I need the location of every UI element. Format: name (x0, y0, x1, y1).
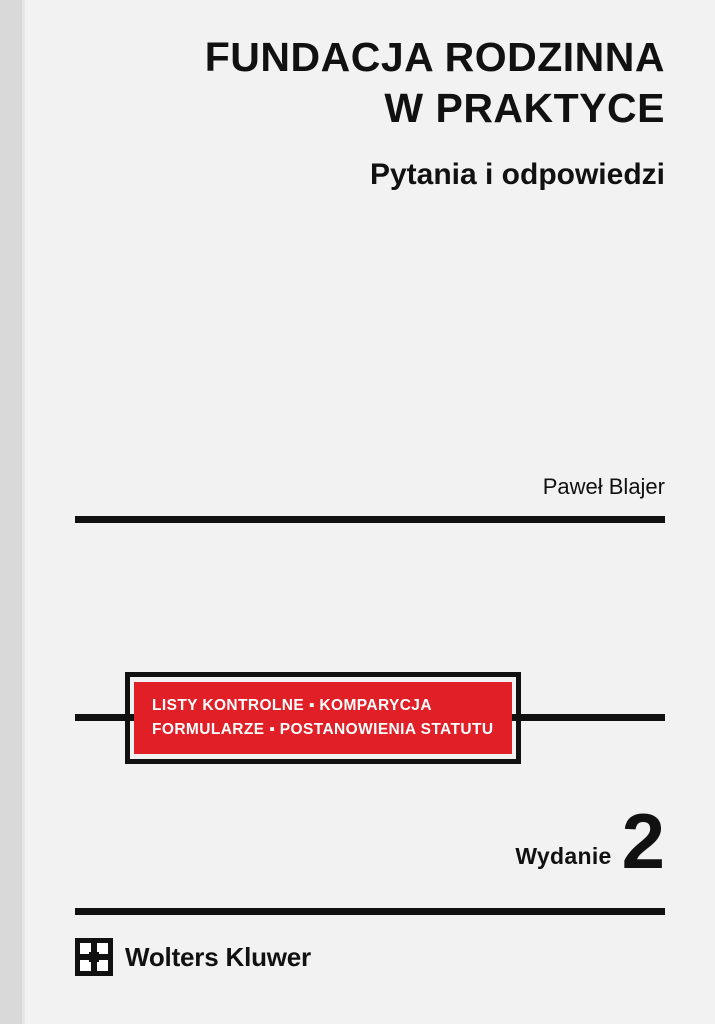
wolters-kluwer-logo-icon (75, 938, 113, 976)
divider-bottom (75, 908, 665, 915)
edition-number: 2 (621, 797, 665, 885)
edition-marker (515, 797, 665, 885)
features-banner (134, 682, 512, 754)
author-name: Paweł Blajer (542, 474, 665, 499)
publisher-logo (75, 938, 311, 976)
title-block (75, 32, 665, 193)
edition-label: Wydanie (515, 842, 612, 869)
page-subtitle: Pytania i odpowiedzi (369, 157, 665, 191)
cover-spine-strip (0, 0, 22, 1024)
publisher-name: Wolters Kluwer (125, 941, 311, 972)
divider-top (75, 516, 665, 523)
banner-line-1: LISTY KONTROLNE ▪ KOMPARYCJA (152, 696, 432, 714)
cover-spine-edge (22, 0, 25, 1024)
banner-line-2: FORMULARZE ▪ POSTANOWIENIA STATUTU (152, 721, 494, 738)
page-title-line-2: W PRAKTYCE (384, 85, 665, 132)
page-title-line-1: FUNDACJA RODZINNA (204, 34, 665, 80)
